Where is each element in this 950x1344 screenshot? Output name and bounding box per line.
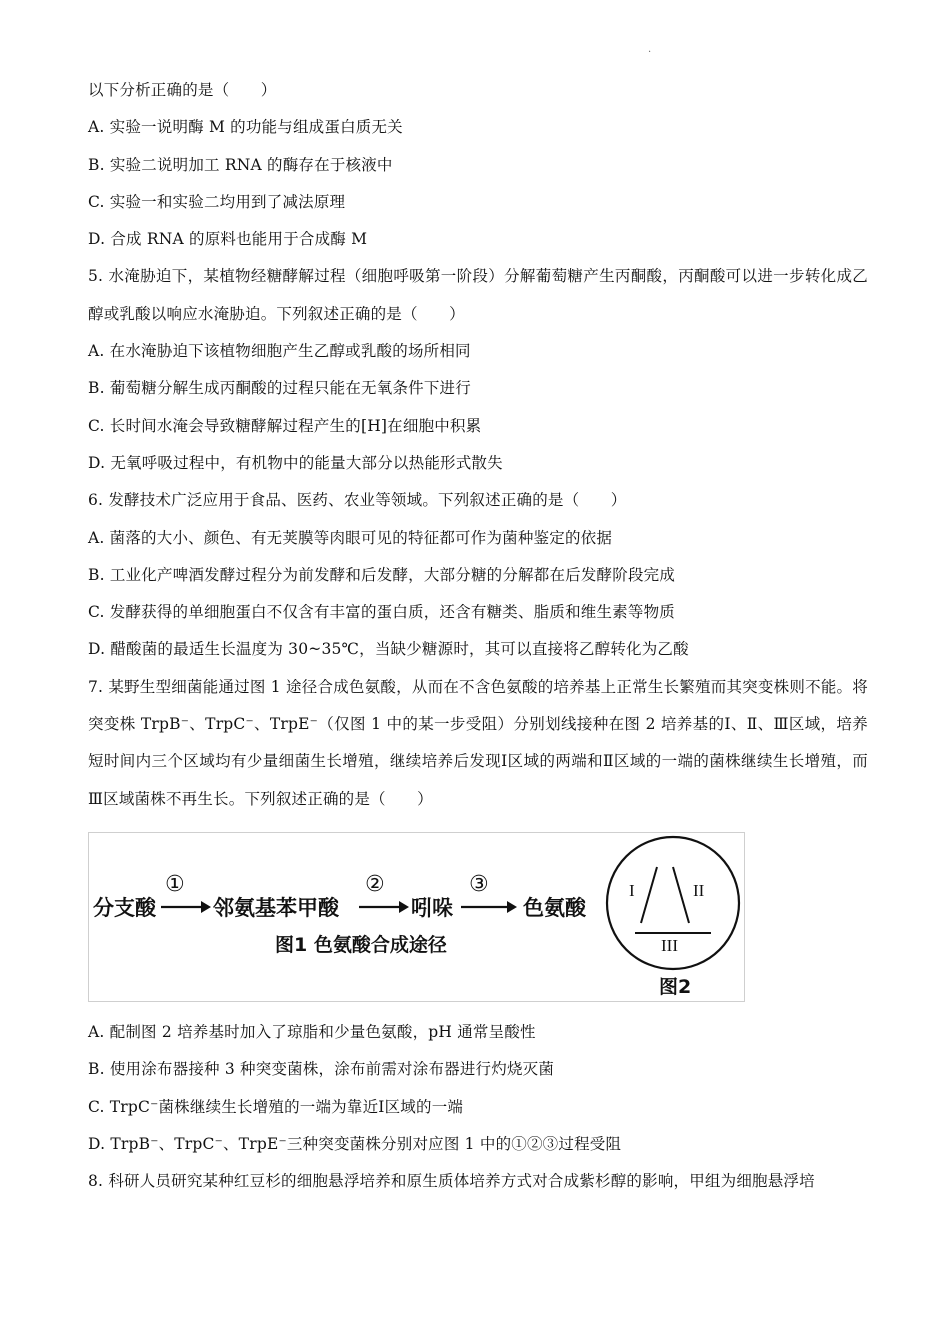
pathway-step-2: ②: [365, 871, 385, 897]
pathway-node-chorismate: 分支酸: [93, 895, 156, 920]
q8-stem: 8. 科研人员研究某种红豆杉的细胞悬浮培养和原生质体培养方式对合成紫杉醇的影响，甲组为细胞悬浮培: [88, 1172, 815, 1191]
q4-option-a: A. 实验一说明酶 M 的功能与组成蛋白质无关: [88, 118, 403, 137]
q4-option-c: C. 实验一和实验二均用到了减法原理: [88, 192, 346, 211]
arrow-head-1: [201, 901, 211, 913]
figure2-caption: 图2: [659, 975, 692, 998]
q5-option-d: D. 无氧呼吸过程中，有机物中的能量大部分以热能形式散失: [88, 453, 503, 472]
q7-option-d: D. TrpB⁻、TrpC⁻、TrpE⁻三种突变菌株分别对应图 1 中的①②③过程受阻: [88, 1134, 622, 1153]
q5-option-c: C. 长时间水淹会导致糖酵解过程产生的[H]在细胞中积累: [88, 416, 482, 435]
region-II-label: II: [693, 880, 705, 900]
q4-stem: 以下分析正确的是（ ）: [88, 81, 277, 99]
pathway-step-3: ③: [469, 871, 489, 897]
region-II-streak: [673, 867, 689, 923]
pathway-node-anthranilate: 邻氨基苯甲酸: [213, 895, 339, 920]
header-mark: .: [648, 44, 652, 55]
q7-figure: [88, 832, 745, 1002]
region-I-streak: [641, 867, 657, 923]
q4-option-d: D. 合成 RNA 的原料也能用于合成酶 M: [88, 230, 368, 249]
q7-stem: 7. 某野生型细菌能通过图 1 途径合成色氨酸，从而在不含色氨酸的培养基上正常生长繁殖而其突变株则不能。将突变株 TrpB⁻、TrpC⁻、TrpE⁻（仅图 1 中的某一步受阻）分别划线接种在图 2 培养基的Ⅰ、Ⅱ、Ⅲ区域，培养短时间内三个区域均有少量细菌生长增殖，继续培养后发现Ⅰ区域的两端和Ⅱ区域的一端的菌株继续生长增殖，而Ⅲ区域菌株不再生长。下列叙述正确的是（ ）: [88, 677, 868, 808]
q7-option-b: B. 使用涂布器接种 3 种突变菌株，涂布前需对涂布器进行灼烧灭菌: [88, 1060, 555, 1079]
q6-option-a: A. 菌落的大小、颜色、有无荚膜等肉眼可见的特征都可作为菌种鉴定的依据: [88, 528, 613, 547]
q4-option-b: B. 实验二说明加工 RNA 的酶存在于核液中: [88, 155, 393, 174]
pathway-node-indole: 吲哚: [411, 895, 453, 920]
q6-option-c: C. 发酵获得的单细胞蛋白不仅含有丰富的蛋白质，还含有糖类、脂质和维生素等物质: [88, 603, 675, 622]
q5-option-a: A. 在水淹胁迫下该植物细胞产生乙醇或乳酸的场所相同: [88, 342, 471, 361]
pathway-step-1: ①: [165, 871, 185, 897]
q7-option-c: C. TrpC⁻菌株继续生长增殖的一端为靠近Ⅰ区域的一端: [88, 1097, 464, 1116]
q5-option-b: B. 葡萄糖分解生成丙酮酸的过程只能在无氧条件下进行: [88, 379, 471, 398]
figure-svg: [89, 833, 744, 1001]
figure1-caption: 图1 色氨酸合成途径: [275, 933, 447, 956]
region-I-label: I: [629, 880, 635, 900]
q6-option-b: B. 工业化产啤酒发酵过程分为前发酵和后发酵，大部分糖的分解都在后发酵阶段完成: [88, 565, 676, 584]
region-III-label: III: [661, 935, 678, 955]
exam-page: [88, 72, 868, 1200]
q5-stem: 5. 水淹胁迫下，某植物经糖酵解过程（细胞呼吸第一阶段）分解葡萄糖产生丙酮酸，丙酮酸可以进一步转化成乙醇或乳酸以响应水淹胁迫。下列叙述正确的是（ ）: [88, 267, 868, 323]
arrow-head-2: [399, 901, 409, 913]
q6-option-d: D. 醋酸菌的最适生长温度为 30~35℃，当缺少糖源时，其可以直接将乙醇转化为乙酸: [88, 640, 689, 659]
q7-option-a: A. 配制图 2 培养基时加入了琼脂和少量色氨酸，pH 通常呈酸性: [88, 1022, 536, 1041]
q6-stem: 6. 发酵技术广泛应用于食品、医药、农业等领域。下列叙述正确的是（ ）: [88, 491, 627, 510]
arrow-head-3: [507, 901, 517, 913]
pathway-node-tryptophan: 色氨酸: [523, 895, 586, 920]
